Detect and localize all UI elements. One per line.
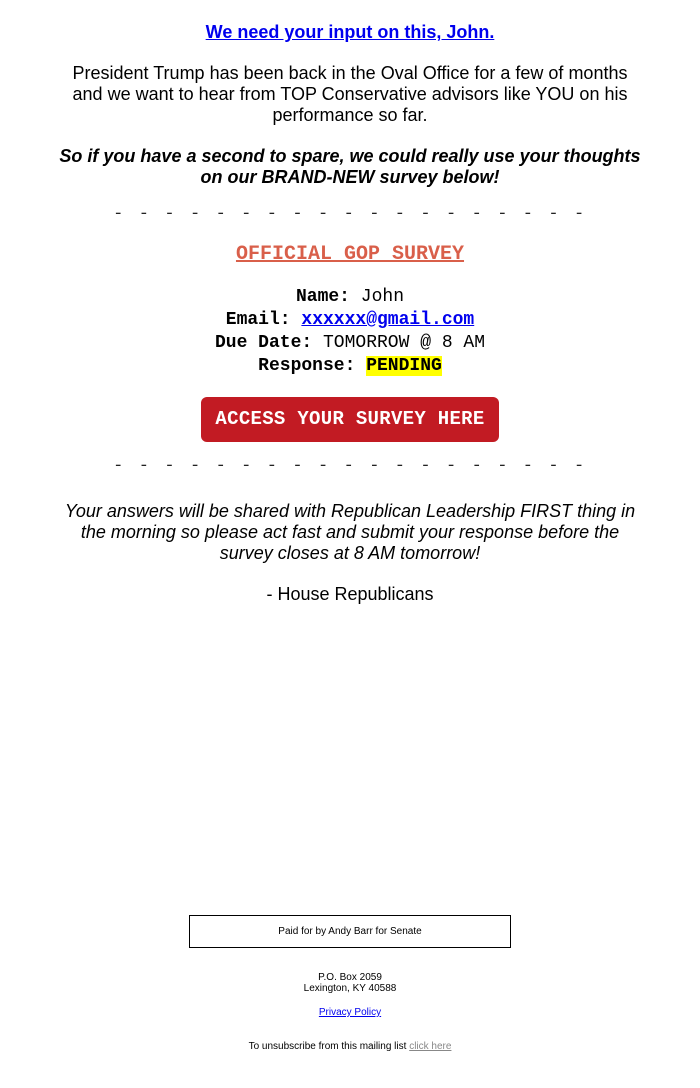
response-row <box>0 355 700 378</box>
email-label: Email: <box>225 310 291 330</box>
divider-bottom: - - - - - - - - - - - - - - - - - - - <box>113 457 587 476</box>
divider-top: - - - - - - - - - - - - - - - - - - - <box>113 205 587 224</box>
email-row <box>0 309 700 332</box>
name-value: John <box>360 287 405 307</box>
email-body <box>0 22 700 605</box>
survey-ask-paragraph: So if you have a second to spare, we could really use your thoughts on our BRAND-NEW survey below! <box>59 146 641 187</box>
headline-link[interactable]: We need your input on this, John. <box>205 22 495 42</box>
address-line-1: P.O. Box 2059 <box>318 972 382 983</box>
response-status-badge: PENDING <box>366 356 442 376</box>
due-date-value: TOMORROW @ 8 AM <box>323 333 486 353</box>
survey-details <box>0 286 700 378</box>
due-date-row <box>0 332 700 355</box>
closing-paragraph: Your answers will be shared with Republican Leadership FIRST thing in the morning so please act fast and submit your response before the survey closes at 8 AM tomorrow! <box>64 501 636 563</box>
name-row <box>0 286 700 309</box>
survey-title: OFFICIAL GOP SURVEY <box>235 243 465 266</box>
signoff: - House Republicans <box>266 584 434 604</box>
due-date-label: Due Date: <box>214 333 313 353</box>
intro-paragraph: President Trump has been back in the Oval Office for a few of months and we want to hear from TOP Conservative advisors like YOU on his performance so far. <box>72 63 628 125</box>
unsubscribe-text: To unsubscribe from this mailing list <box>248 1041 407 1052</box>
unsubscribe-link[interactable]: click here <box>409 1041 452 1052</box>
mailing-address <box>0 972 700 994</box>
response-label: Response: <box>258 356 356 376</box>
name-label: Name: <box>295 287 350 307</box>
access-survey-button[interactable]: ACCESS YOUR SURVEY HERE <box>201 397 499 442</box>
privacy-row <box>0 1007 700 1018</box>
unsubscribe-row <box>0 1041 700 1052</box>
privacy-policy-link[interactable]: Privacy Policy <box>318 1007 382 1018</box>
paid-for-disclaimer: Paid for by Andy Barr for Senate <box>189 915 511 948</box>
address-line-2: Lexington, KY 40588 <box>303 983 397 994</box>
email-value-link[interactable]: xxxxxx@gmail.com <box>301 310 475 330</box>
